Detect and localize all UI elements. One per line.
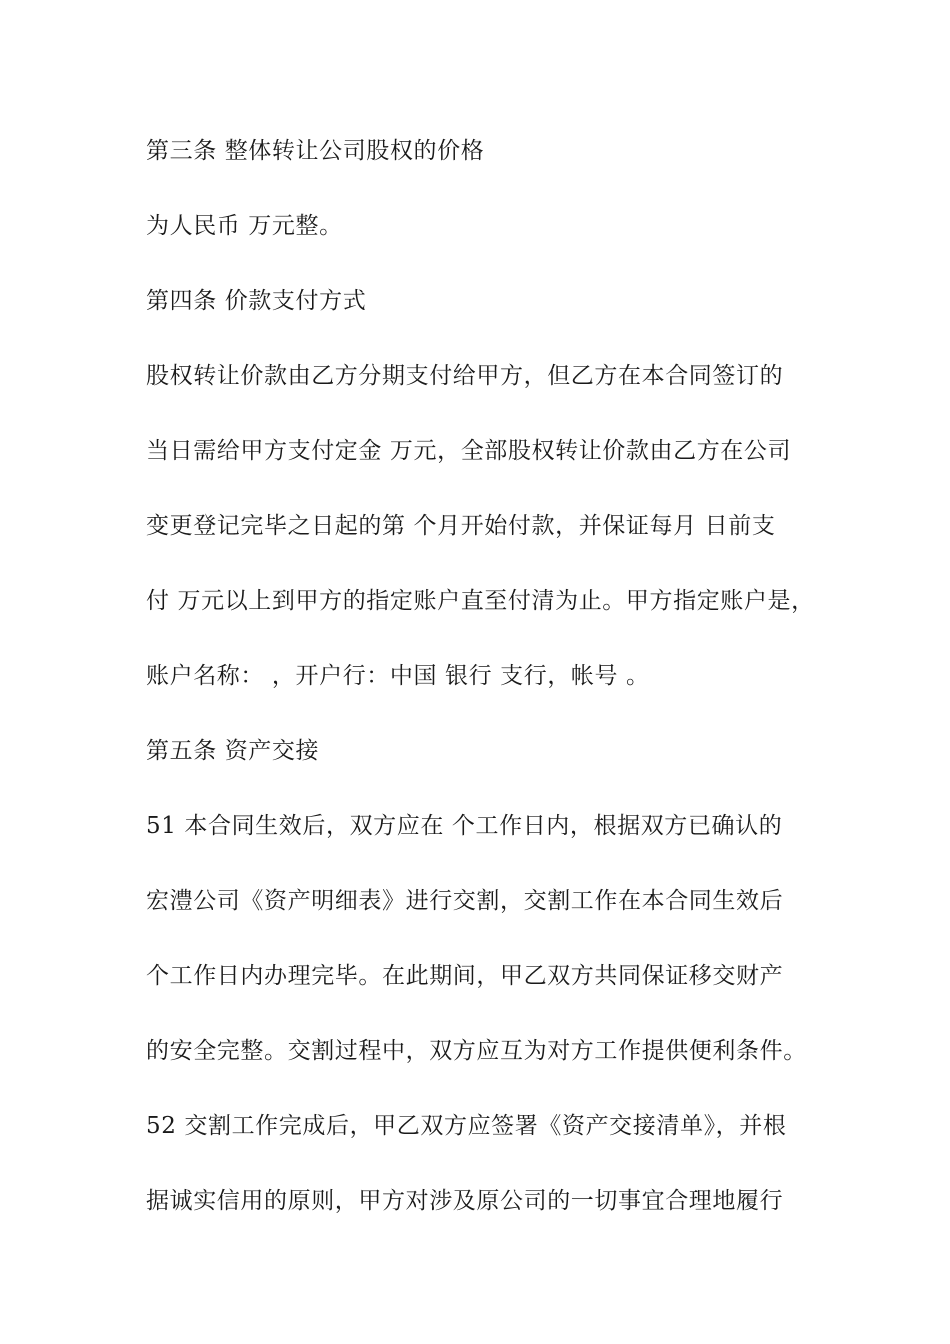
text-line: 当日需给甲方支付定金 万元，全部股权转让价款由乙方在公司 <box>146 438 792 464</box>
text-line: 股权转让价款由乙方分期支付给甲方，但乙方在本合同签订的 <box>146 363 784 389</box>
text-line: 宏澧公司《资产明细表》进行交割，交割工作在本合同生效后 <box>146 888 784 914</box>
text-line: 个工作日内办理完毕。在此期间，甲乙双方共同保证移交财产 <box>146 963 784 989</box>
text-line: 的安全完整。交割过程中，双方应互为对方工作提供便利条件。 <box>146 1038 807 1064</box>
text-line: 账户名称： ，开户行：中国 银行 支行，帐号 。 <box>146 663 650 689</box>
text-line: 52 交割工作完成后，甲乙双方应签署《资产交接清单》，并根 <box>146 1113 787 1139</box>
text-line: 变更登记完毕之日起的第 个月开始付款，并保证每月 日前支 <box>146 513 776 539</box>
text-line: 为人民币 万元整。 <box>146 213 343 239</box>
clause-3-heading: 第三条 整体转让公司股权的价格 <box>146 138 485 164</box>
clause-4-heading: 第四条 价款支付方式 <box>146 288 367 314</box>
clause-5-heading: 第五条 资产交接 <box>146 738 320 764</box>
text-line: 51 本合同生效后，双方应在 个工作日内，根据双方已确认的 <box>146 813 783 839</box>
text-line: 付 万元以上到甲方的指定账户直至付清为止。甲方指定账户是， <box>146 588 815 614</box>
text-line: 据诚实信用的原则，甲方对涉及原公司的一切事宜合理地履行 <box>146 1188 784 1214</box>
